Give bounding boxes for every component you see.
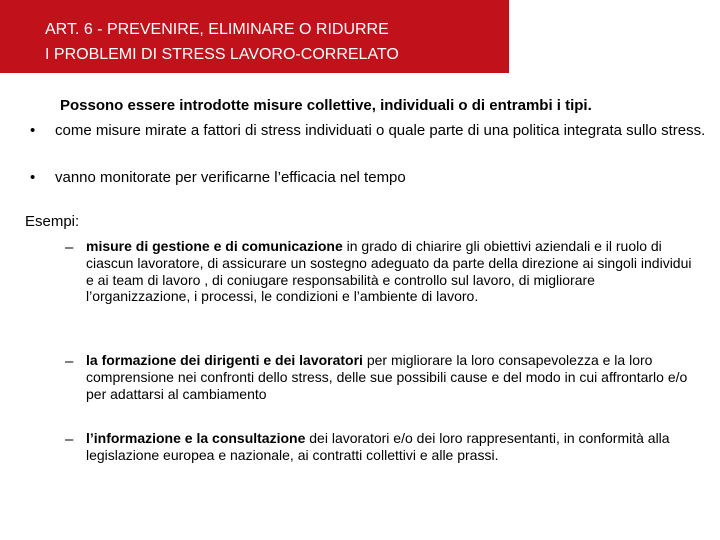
- example-item-1: [86, 238, 700, 305]
- title-line-1: ART. 6 - PREVENIRE, ELIMINARE O RIDURRE: [45, 21, 389, 38]
- example-item-2-bold: la formazione dei dirigenti e dei lavoratori: [86, 352, 363, 368]
- intro-text: Possono essere introdotte misure collettive, individuali o di entrambi i tipi.: [60, 97, 592, 114]
- example-item-2-rest: per migliorare la loro consapevolezza e la loro comprensione nei confronti dello stress, delle sue possibili cause e del modo in cui affrontarlo e/o per adattarsi al cambiamento: [86, 352, 688, 402]
- example-item-1-bold: misure di gestione e di comunicazione: [86, 238, 343, 254]
- title-banner: [0, 0, 509, 73]
- dash-marker: –: [65, 239, 74, 256]
- example-item-3: [86, 430, 700, 464]
- example-item-3-bold: l’informazione e la consultazione: [86, 430, 306, 446]
- examples-heading: Esempi:: [25, 213, 80, 230]
- title-line-2: I PROBLEMI DI STRESS LAVORO-CORRELATO: [45, 46, 399, 63]
- dash-marker: –: [65, 431, 74, 448]
- example-item-1-rest: in grado di chiarire gli obiettivi aziendali e il ruolo di ciascun lavoratore, di assicurare un sostegno adeguato da parte della direzione ai singoli individui e ai team di lavoro , di coniugare responsabilità e controllo sul lavoro, di migliorare l’organizzazione, i processi, le condizioni e l’ambiente di lavoro.: [86, 238, 692, 305]
- bullet-text-2: vanno monitorate per verificarne l’efficacia nel tempo: [55, 169, 406, 186]
- bullet-text-1: come misure mirate a fattori di stress individuati o quale parte di una politica integrata sullo stress.: [55, 122, 706, 139]
- bullet-marker: •: [30, 122, 36, 139]
- bullet-marker: •: [30, 169, 36, 186]
- example-item-2: [86, 352, 700, 402]
- dash-marker: –: [65, 353, 74, 370]
- example-item-3-rest: dei lavoratori e/o dei loro rappresentanti, in conformità alla legislazione europea e nazionale, ai contratti collettivi e alle prassi.: [86, 430, 670, 463]
